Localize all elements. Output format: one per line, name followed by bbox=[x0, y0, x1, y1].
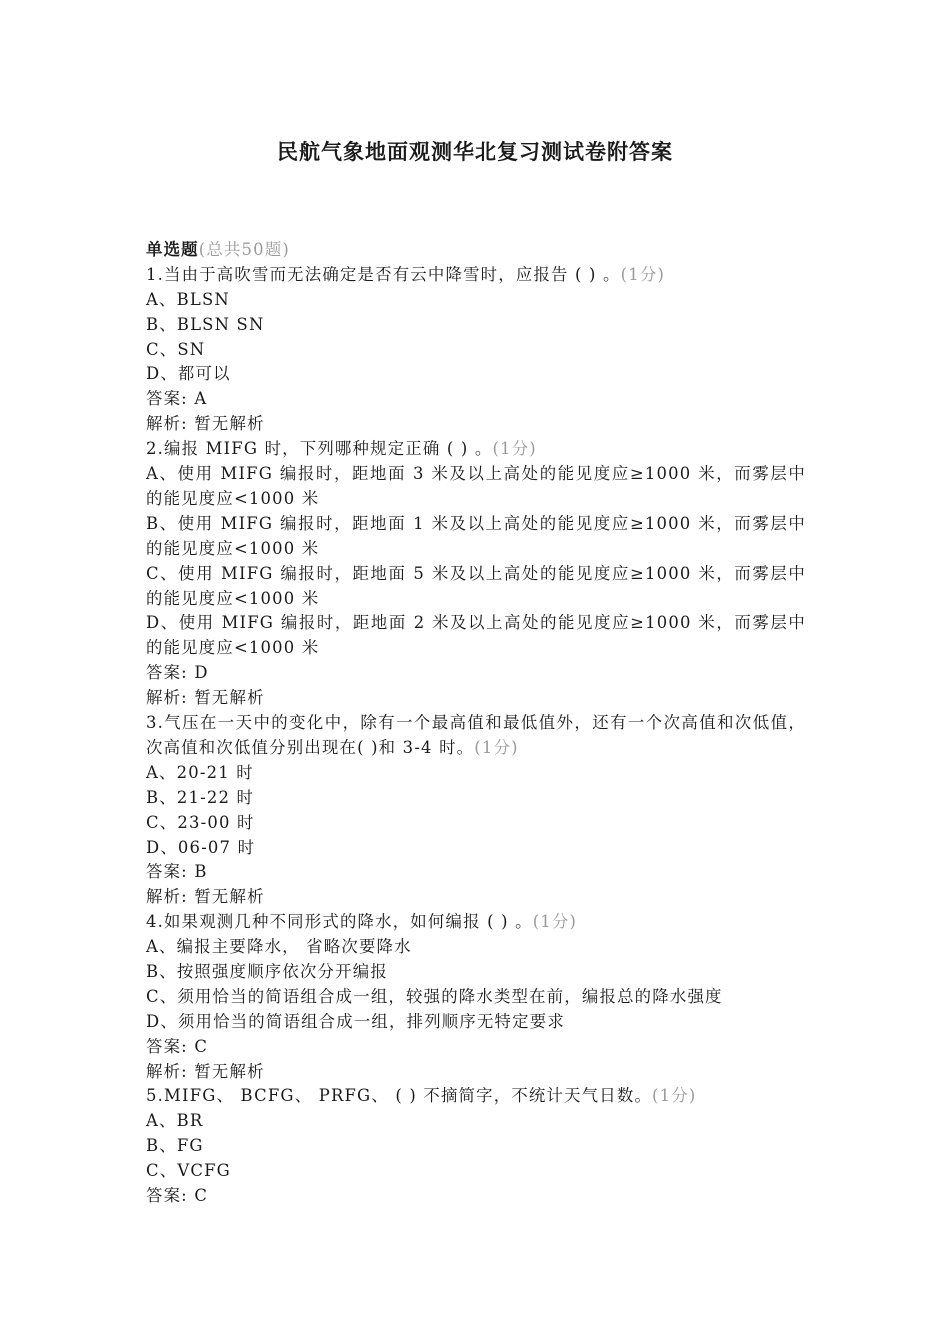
option: C、使用 MIFG 编报时，距地面 5 米及以上高处的能见度应≥1000 米，而雾层中的能见度应<1000 米 bbox=[146, 563, 806, 608]
question-stem bbox=[146, 437, 806, 462]
option: C、SN bbox=[146, 339, 206, 359]
option: B、21-22 时 bbox=[146, 787, 255, 807]
analysis: 解析: 暂无解析 bbox=[146, 414, 265, 434]
question-stem bbox=[146, 263, 806, 288]
option: A、BLSN bbox=[146, 289, 230, 309]
question-stem bbox=[146, 1084, 806, 1109]
question-score: (1分) bbox=[492, 439, 537, 459]
option: A、编报主要降水， 省略次要降水 bbox=[146, 937, 412, 957]
option: D、都可以 bbox=[146, 364, 231, 384]
question-text: 4.如果观测几种不同形式的降水，如何编报 ( ) 。 bbox=[146, 912, 533, 932]
question-text: 2.编报 MIFG 时，下列哪种规定正确 ( ) 。 bbox=[146, 439, 493, 459]
question-score: (1分) bbox=[474, 737, 519, 757]
option: D、06-07 时 bbox=[146, 837, 256, 857]
document-title: 民航气象地面观测华北复习测试卷附答案 bbox=[277, 139, 673, 164]
question-text: 1.当由于高吹雪而无法确定是否有云中降雪时，应报告 ( ) 。 bbox=[146, 264, 621, 284]
answer: 答案: A bbox=[146, 389, 208, 409]
option: C、须用恰当的简语组合成一组，较强的降水类型在前，编报总的降水强度 bbox=[146, 986, 723, 1006]
question-score: (1分) bbox=[620, 264, 666, 284]
section-label: 单选题 bbox=[146, 240, 199, 259]
answer: 答案: B bbox=[146, 862, 208, 882]
question-stem bbox=[146, 910, 806, 935]
option: A、BR bbox=[146, 1111, 204, 1131]
option: C、23-00 时 bbox=[146, 812, 255, 832]
question-text: 5.MIFG、 BCFG、 PRFG、 ( ) 不摘简字，不统计天气日数。 bbox=[146, 1086, 653, 1106]
option: B、使用 MIFG 编报时，距地面 1 米及以上高处的能见度应≥1000 米，而雾层中的能见度应<1000 米 bbox=[146, 513, 806, 558]
question-score: (1分) bbox=[532, 912, 578, 932]
answer: 答案: C bbox=[146, 1186, 209, 1205]
option: B、BLSN SN bbox=[146, 314, 265, 334]
analysis: 解析: 暂无解析 bbox=[146, 1061, 265, 1081]
option: B、FG bbox=[146, 1136, 204, 1156]
question-stem bbox=[146, 711, 806, 761]
option: D、须用恰当的简语组合成一组，排列顺序无特定要求 bbox=[146, 1011, 565, 1031]
answer: 答案: D bbox=[146, 663, 209, 683]
option: C、VCFG bbox=[146, 1161, 231, 1181]
option: A、20-21 时 bbox=[146, 762, 254, 782]
analysis: 解析: 暂无解析 bbox=[146, 887, 265, 907]
option: A、使用 MIFG 编报时，距地面 3 米及以上高处的能见度应≥1000 米，而雾层中的能见度应<1000 米 bbox=[146, 464, 806, 508]
section-heading bbox=[146, 238, 806, 263]
question-score: (1分) bbox=[652, 1086, 697, 1106]
question-list bbox=[146, 238, 806, 1209]
option: B、按照强度顺序依次分开编报 bbox=[146, 961, 388, 981]
section-count: (总共50题) bbox=[198, 240, 290, 259]
option: D、使用 MIFG 编报时，距地面 2 米及以上高处的能见度应≥1000 米，而雾层中的能见度应<1000 米 bbox=[146, 613, 806, 658]
answer: 答案: C bbox=[146, 1036, 209, 1056]
question-text: 3.气压在一天中的变化中，除有一个最高值和最低值外，还有一个次高值和次低值，次高值和次低值分别出现在( )和 3-4 时。 bbox=[146, 713, 806, 757]
analysis: 解析: 暂无解析 bbox=[146, 688, 265, 708]
